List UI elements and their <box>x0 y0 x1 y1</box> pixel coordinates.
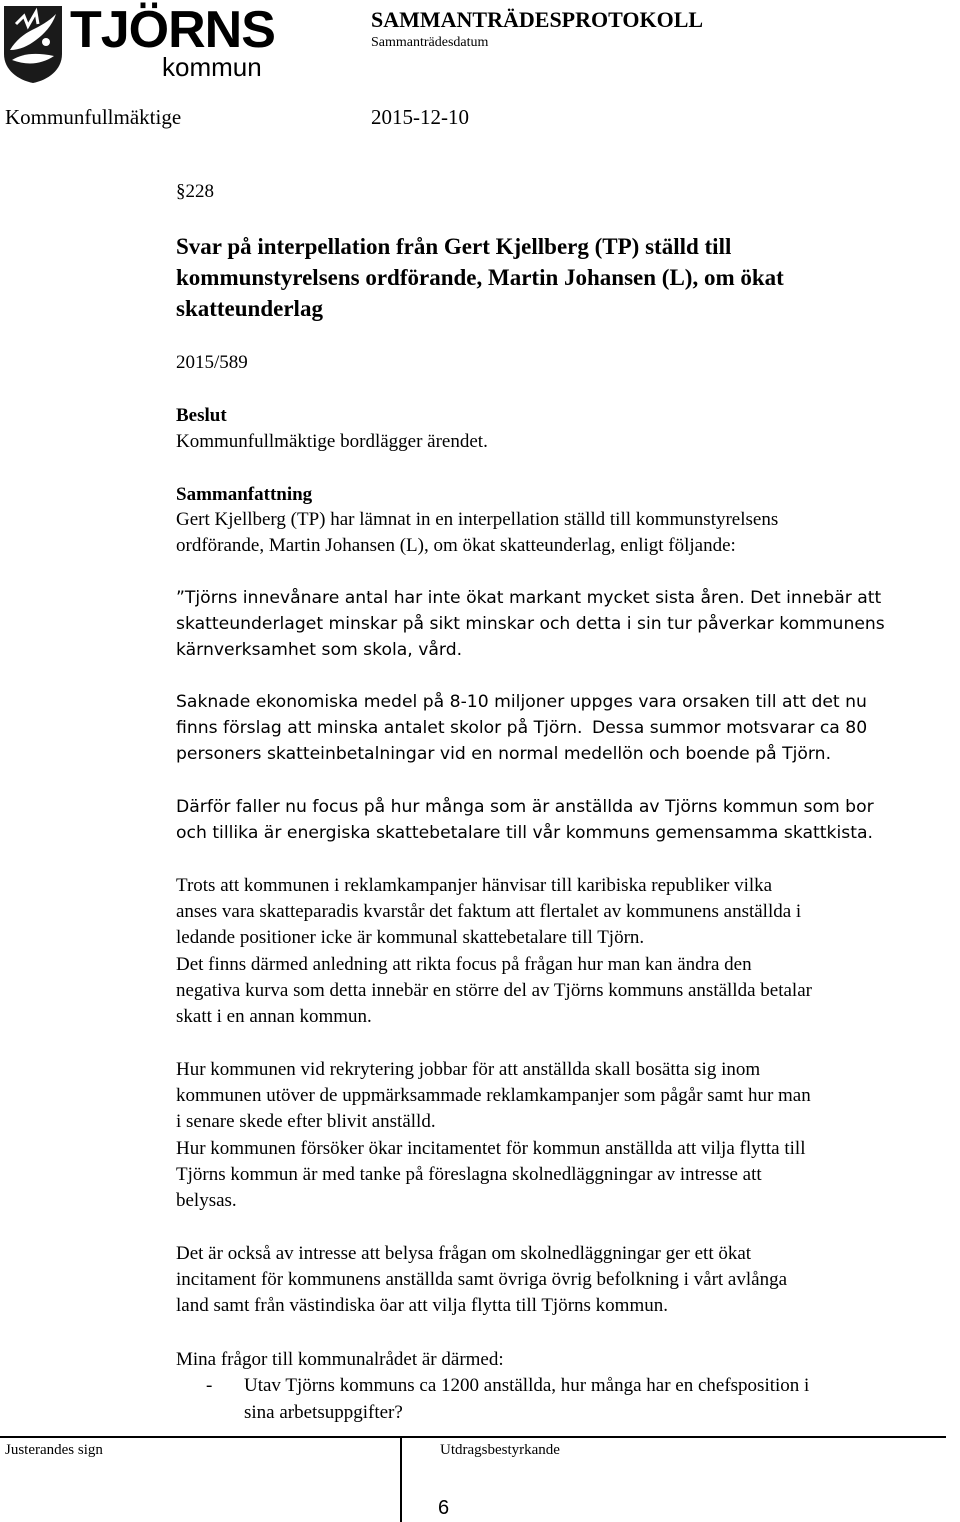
list-item-text <box>244 1373 934 1426</box>
body-line: kommunen utöver de uppmärksammade reklamkampanjer som pågår samt hur man <box>176 1085 811 1106</box>
quote-line: Därför faller nu focus på hur många som är anställda av Tjörns kommun som bor <box>176 797 874 817</box>
paragraph-number: §228 <box>176 181 214 202</box>
list-dash: - <box>206 1375 213 1396</box>
body-line: negativa kurva som detta innebär en större del av Tjörns kommuns anställda betalar <box>176 980 812 1001</box>
extract-certification-label: Utdragsbestyrkande <box>440 1442 560 1458</box>
page-number: 6 <box>438 1497 450 1519</box>
questions-intro: Mina frågor till kommunalrådet är därmed: <box>176 1349 504 1370</box>
section-heading-sammanfattning: Sammanfattning <box>176 484 313 505</box>
quote-line: personers skatteinbetalningar vid en normal medellön och boende på Tjörn. <box>176 744 832 764</box>
body-line: i senare skede efter blivit anställd. <box>176 1111 436 1132</box>
summary-line: ordförande, Martin Johansen (L), om ökat skatteunderlag, enligt följande: <box>176 535 736 556</box>
quote-line <box>176 715 867 742</box>
list-item-line: Utav Tjörns kommuns ca 1200 anställda, hur många har en chefsposition i <box>244 1375 810 1396</box>
quote-line: och tillika är energiska skattebetalare till vår kommuns gemensamma skattkista. <box>176 823 873 843</box>
body-line: skatt i en annan kommun. <box>176 1006 372 1027</box>
logo-wordmark: TJÖRNS <box>70 1 275 59</box>
meeting-date-label: Sammanträdesdatum <box>371 35 489 50</box>
body-line: Tjörns kommun är med tanke på föreslagna skolnedläggningar av intresse att <box>176 1164 762 1185</box>
body-line: belysas. <box>176 1190 237 1211</box>
quote-line-part: Dessa summor motsvarar ca 80 <box>591 718 868 738</box>
case-title-line: Svar på interpellation från Gert Kjellberg (TP) ställd till <box>176 234 732 259</box>
coat-of-arms-icon <box>2 4 64 84</box>
body-line: Det finns därmed anledning att rikta focus på frågan hur man kan ändra den <box>176 954 752 975</box>
quote-line-part: finns förslag att minska antalet skolor på Tjörn. <box>176 718 583 738</box>
quote-line: Saknade ekonomiska medel på 8-10 miljoner uppges vara orsaken till att det nu <box>176 692 867 712</box>
meeting-date: 2015-12-10 <box>371 105 469 129</box>
footer-column-divider <box>400 1436 402 1522</box>
body-line: ledande positioner icke är kommunal skattebetalare till Tjörn. <box>176 927 645 948</box>
adjuster-signature-label: Justerandes sign <box>5 1442 103 1458</box>
section-heading-beslut: Beslut <box>176 405 227 426</box>
body-line: Trots att kommunen i reklamkampanjer hänvisar till karibiska republiker vilka <box>176 875 773 896</box>
quote-line: ”Tjörns innevånare antal har inte ökat markant mycket sista åren. Det innebär att <box>176 588 882 608</box>
case-title-line: skatteunderlag <box>176 296 323 321</box>
body-line: land samt från västindiska öar att vilja flytta till Tjörns kommun. <box>176 1295 668 1316</box>
quote-line: skatteunderlaget minskar på sikt minskar och detta i sin tur påverkar kommunens <box>176 614 885 634</box>
body-line: incitament för kommunens anställda samt övriga övrig befolkning i vårt avlånga <box>176 1269 788 1290</box>
body-line: anses vara skatteparadis kvarstår det faktum att flertalet av kommunens anställda i <box>176 901 802 922</box>
municipality-logo <box>2 1 275 84</box>
decision-text: Kommunfullmäktige bordlägger ärendet. <box>176 431 488 452</box>
organ-name: Kommunfullmäktige <box>5 105 182 129</box>
list-item-line: sina arbetsuppgifter? <box>244 1401 403 1423</box>
case-number: 2015/589 <box>176 352 248 373</box>
footer-divider <box>0 1436 946 1438</box>
body-line: Det är också av intresse att belysa frågan om skolnedläggningar ger ett ökat <box>176 1243 752 1264</box>
summary-line: Gert Kjellberg (TP) har lämnat in en interpellation ställd till kommunstyrelsens <box>176 509 779 530</box>
body-line: Hur kommunen vid rekrytering jobbar för att anställda skall bosätta sig inom <box>176 1059 761 1080</box>
document-title: SAMMANTRÄDESPROTOKOLL <box>371 7 704 32</box>
quote-line: kärnverksamhet som skola, vård. <box>176 640 463 660</box>
body-line: Hur kommunen försöker ökar incitamentet för kommun anställda att vilja flytta till <box>176 1138 806 1159</box>
logo-subtitle: kommun <box>162 52 262 82</box>
case-title-line: kommunstyrelsens ordförande, Martin Johansen (L), om ökat <box>176 265 784 290</box>
